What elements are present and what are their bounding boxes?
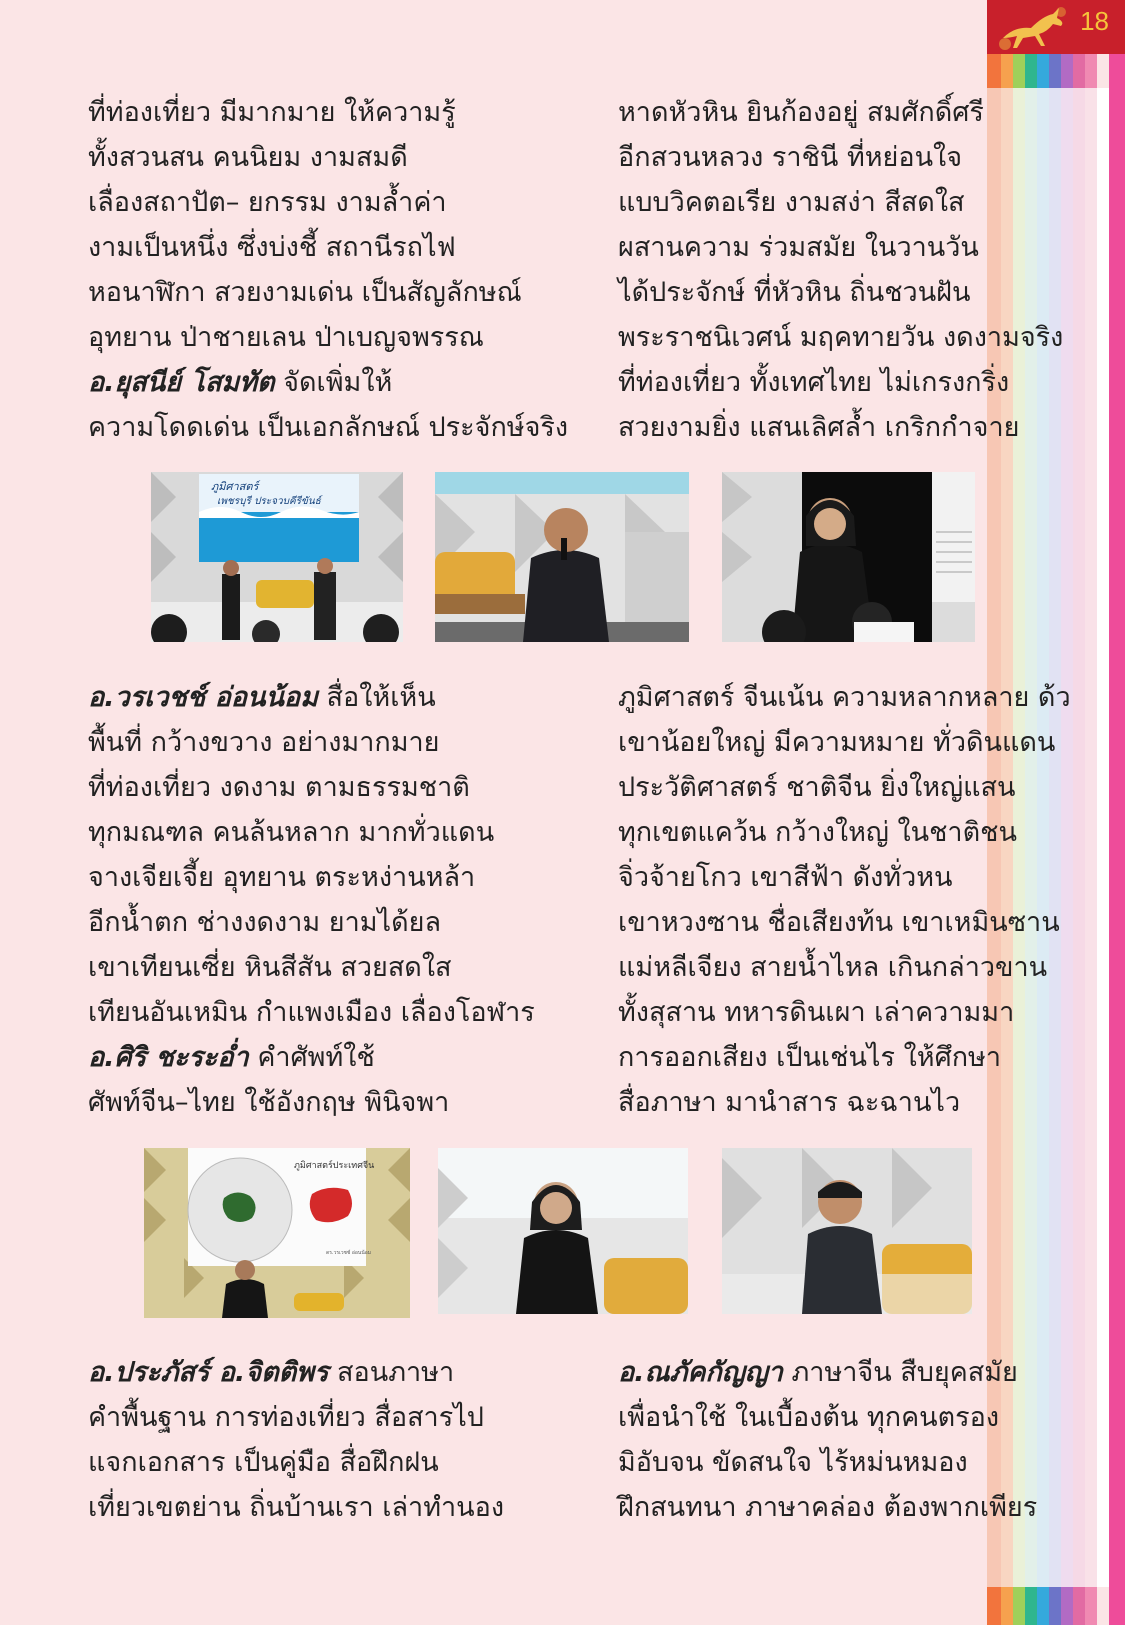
line-text: จิ่วจ้ายโกว เขาสีฟ้า ดังทั่วหน: [618, 862, 953, 893]
poem-line: [618, 900, 1071, 945]
poem-line: [88, 270, 568, 315]
slide-title-2: เพชรบุรี ประจวบคีรีขันธ์: [217, 496, 321, 507]
poem-line: [618, 315, 1063, 360]
line-text: ที่ท่องเที่ยว มีมากมาย ให้ความรู้: [88, 97, 456, 128]
poem-line: [88, 720, 535, 765]
author-name: อ.ศิริ ชะระอ่ำ: [88, 1042, 249, 1073]
page-number: 18: [1080, 6, 1109, 36]
line-text: สอนภาษา: [328, 1357, 455, 1388]
map-slide-title: ภูมิศาสตร์ประเทศจีน: [294, 1161, 375, 1171]
poem-line: [618, 270, 1063, 315]
line-text: ทุกเขตแคว้น กว้างใหญ่ ในชาติชน: [618, 817, 1017, 848]
photo-speaker-man-suit: [435, 472, 689, 642]
poem-line: [618, 1395, 1037, 1440]
line-text: เขาหวงซาน ชื่อเสียงท้น เขาเหมินซาน: [618, 907, 1060, 938]
poem-line: [88, 315, 568, 360]
line-text: ความโดดเด่น เป็นเอกลักษณ์ ประจักษ์จริง: [88, 412, 569, 443]
line-text: ภาษาจีน สืบยุคสมัย: [782, 1357, 1018, 1388]
line-text: คำพื้นฐาน การท่องเที่ยว สื่อสารไป: [88, 1402, 484, 1433]
line-text: ประวัติศาสตร์ ชาติจีน ยิ่งใหญ่แสน: [618, 772, 1016, 803]
decorative-stripes-bottom: [987, 1587, 1109, 1625]
map-slide-author: ดร.วรเวชช์ อ่อนน้อม: [326, 1250, 372, 1256]
line-text: อีกน้ำตก ช่างงดงาม ยามได้ยล: [88, 907, 442, 938]
poem-line: [618, 675, 1071, 720]
poem-line: [618, 1485, 1037, 1530]
poem-line: [618, 405, 1063, 450]
poem-line: [618, 855, 1071, 900]
poem-line: [618, 90, 1063, 135]
slide-title-1: ภูมิศาสตร์: [211, 480, 259, 493]
line-text: ฝึกสนทนา ภาษาคล่อง ต้องพากเพียร: [618, 1492, 1038, 1523]
line-text: ได้ประจักษ์ ที่หัวหิน ถิ่นชวนฝัน: [618, 277, 971, 308]
poem-line: [618, 990, 1071, 1035]
line-text: อีกสวนหลวง ราชินี ที่หย่อนใจ: [618, 142, 963, 173]
poem-column-left: [88, 90, 568, 450]
poem-line: [618, 1080, 1071, 1125]
poem-line: [88, 945, 535, 990]
line-text: สวยงามยิ่ง แสนเลิศล้ำ เกริกกำจาย: [618, 412, 1020, 443]
line-text: ทั้งสุสาน ทหารดินเผา เล่าความมา: [618, 997, 1015, 1028]
line-text: สื่อให้เห็น: [317, 682, 436, 713]
line-text: เที่ยวเขตย่าน ถิ่นบ้านเรา เล่าทำนอง: [88, 1492, 505, 1523]
poem-line: [88, 225, 568, 270]
line-text: งามเป็นหนึ่ง ซึ่งบ่งชี้ สถานีรถไฟ: [88, 232, 456, 263]
poem-line: [88, 1080, 535, 1125]
poem-line: [88, 135, 568, 180]
photo-speaker-man-glasses: [722, 1148, 972, 1314]
line-text: ที่ท่องเที่ยว งดงาม ตามธรรมชาติ: [88, 772, 470, 803]
poem-line: [618, 360, 1063, 405]
poem-line: [618, 225, 1063, 270]
line-text: ศัพท์จีน–ไทย ใช้อังกฤษ พินิจพา: [88, 1087, 450, 1118]
page-number-badge: [987, 0, 1125, 54]
line-text: แม่หลีเจียง สายน้ำไหล เกินกล่าวขาน: [618, 952, 1048, 983]
line-text: แบบวิคตอเรีย งามสง่า สีสดใส: [618, 187, 965, 218]
line-text: พระราชนิเวศน์ มฤคทายวัน งดงามจริง: [618, 322, 1064, 353]
author-name: อ.ยุสนีย์ โสมทัต: [88, 367, 275, 398]
poem-line: [618, 1440, 1037, 1485]
author-name: อ.ณภัคกัญญา: [618, 1357, 783, 1388]
photo-speaker-woman-glasses: [438, 1148, 688, 1314]
line-text: แจกเอกสาร เป็นคู่มือ สื่อฝึกฝน: [88, 1447, 439, 1478]
line-text: เขาน้อยใหญ่ มีความหมาย ทั่วดินแดน: [618, 727, 1056, 758]
author-name: อ.ประภัสร์ อ.จิตติพร: [88, 1357, 329, 1388]
photo-china-map-slide: [144, 1148, 410, 1318]
poem-column-right-3: [618, 1350, 1037, 1530]
line-text: เลื่องสถาปัต– ยกรรม งามล้ำค่า: [88, 187, 447, 218]
poem-line: [88, 360, 568, 405]
photo-speaker-woman: [722, 472, 975, 642]
author-name: อ.วรเวชช์ อ่อนน้อม: [88, 682, 318, 713]
line-text: เทียนอันเหมิน กำแพงเมือง เลื่องโอฬาร: [88, 997, 535, 1028]
line-text: ทุกมณฑล คนล้นหลาก มากทั่วแดน: [88, 817, 495, 848]
poem-line: [88, 405, 568, 450]
line-text: คำศัพท์ใช้: [248, 1042, 375, 1073]
decorative-stripes-top: [987, 54, 1109, 88]
poem-line: [88, 1485, 504, 1530]
poem-line: [88, 810, 535, 855]
poem-column-right: [618, 90, 1063, 450]
poem-line: [618, 1035, 1071, 1080]
poem-line: [88, 675, 535, 720]
line-text: หอนาฬิกา สวยงามเด่น เป็นสัญลักษณ์: [88, 277, 522, 308]
line-text: ทั้งสวนสน คนนิยม งามสมดี: [88, 142, 408, 173]
poem-line: [88, 1440, 504, 1485]
poem-column-right-2: [618, 675, 1071, 1125]
poem-line: [88, 90, 568, 135]
poem-line: [88, 765, 535, 810]
line-text: จัดเพิ่มให้: [274, 367, 393, 398]
line-text: จางเจียเจี้ย อุทยาน ตระหง่านหล้า: [88, 862, 476, 893]
poem-line: [618, 765, 1071, 810]
line-text: ภูมิศาสตร์ จีนเน้น ความหลากหลาย ด้ว: [618, 682, 1071, 713]
line-text: เขาเทียนเซี่ย หินสีสัน สวยสดใส: [88, 952, 452, 983]
poem-line: [88, 900, 535, 945]
poem-line: [618, 1350, 1037, 1395]
poem-line: [618, 945, 1071, 990]
poem-line: [88, 1035, 535, 1080]
poem-line: [88, 1350, 504, 1395]
poem-line: [618, 180, 1063, 225]
horse-icon: [995, 4, 1075, 50]
line-text: ที่ท่องเที่ยว ทั้งเทศไทย ไม่เกรงกริ่ง: [618, 367, 1010, 398]
poem-line: [88, 180, 568, 225]
poem-line: [88, 1395, 504, 1440]
poem-column-left-2: [88, 675, 535, 1125]
line-text: สื่อภาษา มานำสาร ฉะฉานไว: [618, 1087, 961, 1118]
poem-column-left-3: [88, 1350, 504, 1530]
poem-line: [88, 990, 535, 1035]
line-text: หาดหัวหิน ยินก้องอยู่ สมศักดิ์ศรี: [618, 97, 984, 128]
line-text: ผสานความ ร่วมสมัย ในวานวัน: [618, 232, 979, 263]
photo-lecture-slide: [151, 472, 403, 642]
line-text: มิอับจน ขัดสนใจ ไร้หม่นหมอง: [618, 1447, 968, 1478]
line-text: การออกเสียง เป็นเช่นไร ให้ศึกษา: [618, 1042, 1002, 1073]
line-text: อุทยาน ป่าชายเลน ป่าเบญจพรรณ: [88, 322, 484, 353]
poem-line: [618, 810, 1071, 855]
poem-line: [88, 855, 535, 900]
poem-line: [618, 720, 1071, 765]
poem-line: [618, 135, 1063, 180]
line-text: เพื่อนำใช้ ในเบื้องต้น ทุกคนตรอง: [618, 1402, 1000, 1433]
line-text: พื้นที่ กว้างขวาง อย่างมากมาย: [88, 727, 440, 758]
